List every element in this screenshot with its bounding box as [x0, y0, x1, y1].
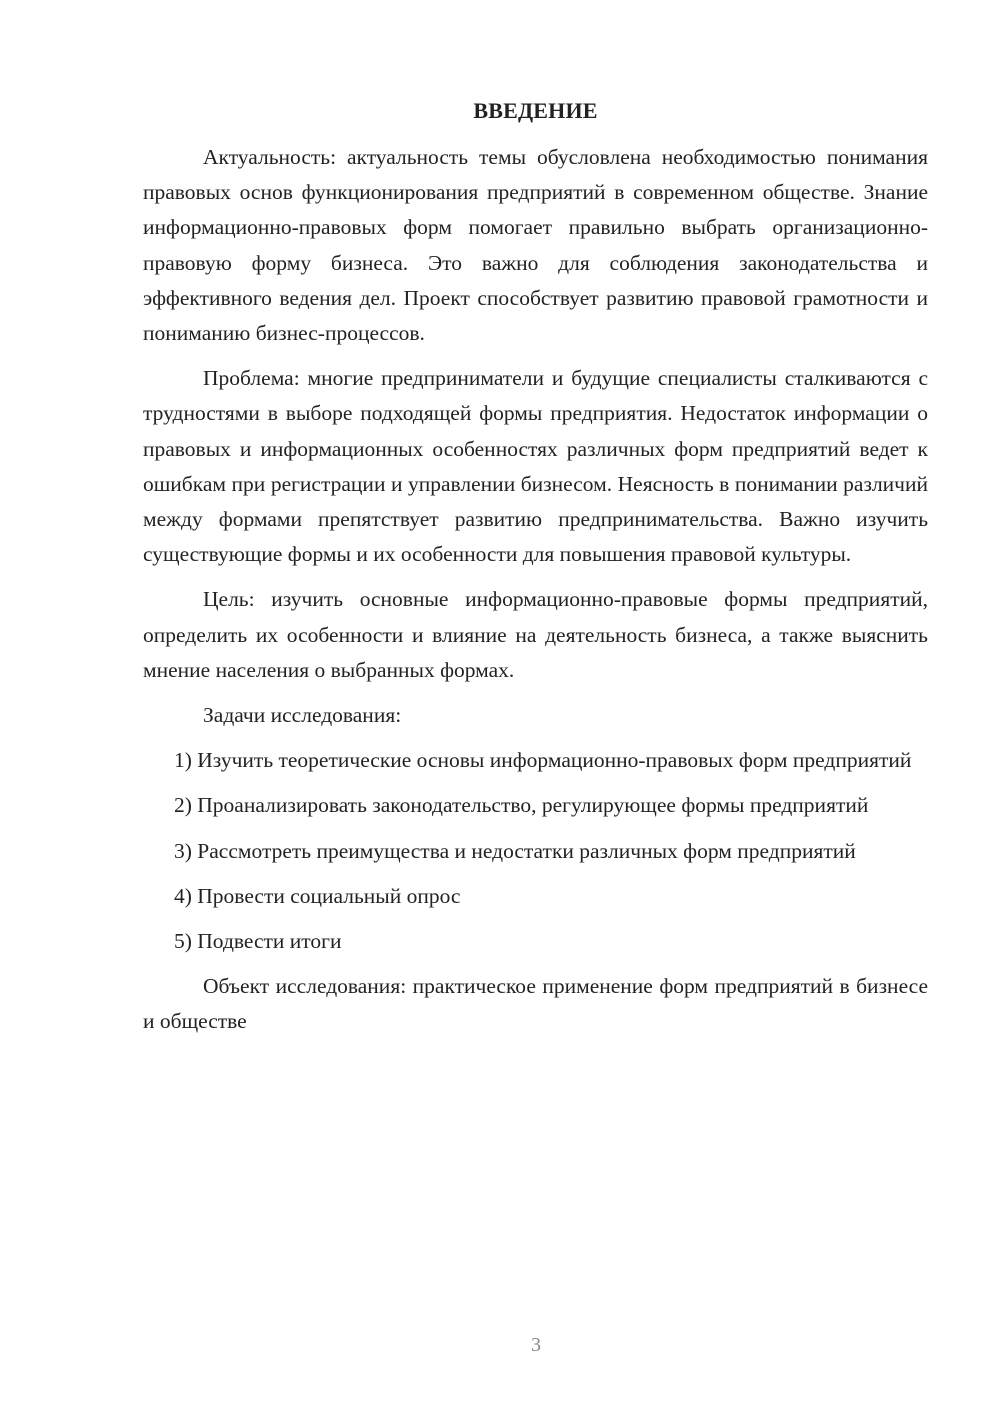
page-number: 3: [531, 1334, 541, 1356]
problem-paragraph: Проблема: многие предприниматели и будущие специалисты сталкиваются с трудностями в выборе подходящей формы предприятия. Недостаток информации о правовых и информационных особенностях различных форм предприятий ведет к ошибкам при регистрации и управлении бизнесом. Неясность в понимании различий между формами препятствует развитию предпринимательства. Важно изучить существующие формы и их особенности для повышения правовой культуры.: [143, 366, 928, 567]
tasks-heading: Задачи исследования:: [203, 703, 402, 728]
tasks-list: [143, 743, 928, 959]
list-item: 2) Проанализировать законодательство, регулирующее формы предприятий: [174, 793, 869, 818]
relevance-paragraph: Актуальность: актуальность темы обусловлена необходимостью понимания правовых основ функционирования предприятий в современном обществе. Знание информационно-правовых форм помогает правильно выбрать организационно-правовую форму бизнеса. Это важно для соблюдения законодательства и эффективного ведения дел. Проект способствует развитию правовой грамотности и пониманию бизнес-процессов.: [143, 145, 928, 346]
list-item: 5) Подвести итоги: [174, 929, 342, 954]
page-title: ВВЕДЕНИЕ: [473, 98, 598, 123]
goal-paragraph: Цель: изучить основные информационно-правовые формы предприятий, определить их особенности и влияние на деятельность бизнеса, а также выяснить мнение населения о выбранных формах.: [143, 587, 928, 682]
list-item: 3) Рассмотреть преимущества и недостатки различных форм предприятий: [174, 838, 856, 863]
object-paragraph: Объект исследования: практическое применение форм предприятий в бизнесе и обществе: [143, 974, 928, 1034]
document-page: [143, 94, 928, 1050]
list-item: 4) Провести социальный опрос: [174, 883, 461, 908]
list-item: 1) Изучить теоретические основы информационно-правовых форм предприятий: [174, 748, 912, 773]
